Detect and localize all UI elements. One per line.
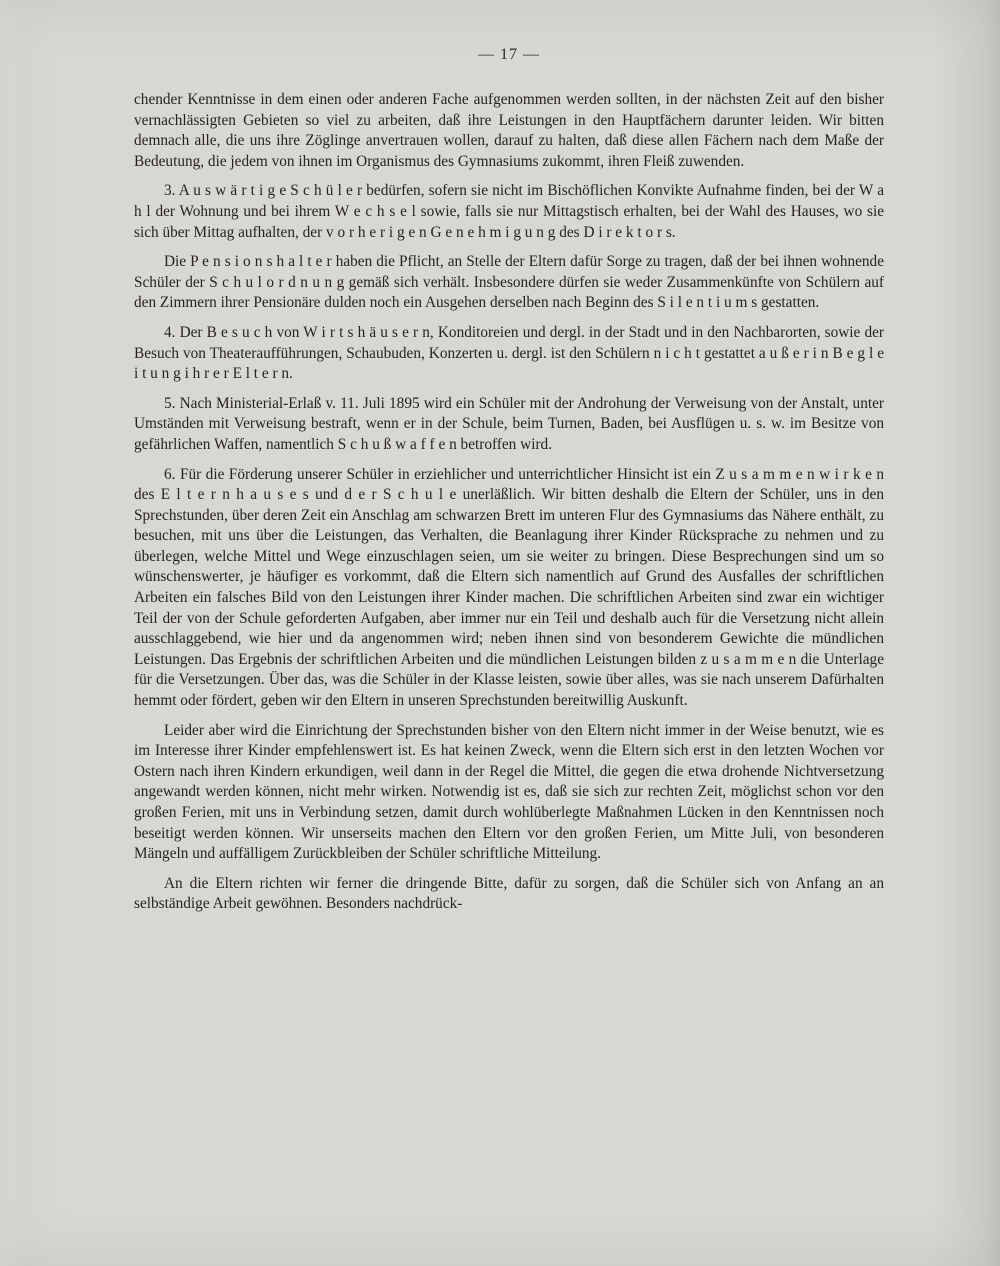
document-body — [134, 90, 884, 915]
paragraph-item-3: 3. A u s w ä r t i g e S c h ü l e r bedürfen, sofern sie nicht im Bischöflichen Konvikte Aufnahme finden, bei der W a h l der Wohnung und bei ihrem W e c h s e l sowie, falls sie nur Mittagstisch erhalten, bei der Wahl des Hauses, wo sie sich über Mittag aufhalten, der v o r h e r i g e n G e n e h m i g u n g des D i r e k t o r s. — [134, 182, 884, 241]
paragraph-continuation: chender Kenntnisse in dem einen oder anderen Fache aufgenommen werden sollten, in der nächsten Zeit auf den bisher vernachlässigten Gebieten so viel zu arbeiten, daß ihre Leistungen in den Hauptfächern darunter leiden. Wir bitten demnach alle, die uns ihre Zöglinge anvertrauen wollen, darauf zu halten, daß diese allen Fächern nach dem Maße der Bedeutung, die jedem von ihnen im Organismus des Gymnasiums zukommt, ihren Fleiß zuwenden. — [134, 91, 884, 170]
paragraph-item-5: 5. Nach Ministerial-Erlaß v. 11. Juli 1895 wird ein Schüler mit der Androhung der Verweisung von der Anstalt, unter Umständen mit Verweisung bestraft, wenn er in der Schule, beim Turnen, Baden, bei Ausflügen u. s. w. im Besitze von gefährlichen Waffen, namentlich S c h u ß w a f f e n betroffen wird. — [134, 394, 884, 453]
paragraph-pensionshalter: Die P e n s i o n s h a l t e r haben die Pflicht, an Stelle der Eltern dafür Sorge zu tragen, daß der bei ihnen wohnende Schüler der S c h u l o r d n u n g gemäß sich verhält. Insbesondere dürfen sie weder Zusammenkünfte von Schülern auf den Zimmern ihrer Pensionäre dulden noch ein Ausgehen derselben nach Beginn des S i l e n t i u m s gestatten. — [134, 253, 884, 312]
paragraph-item-6: 6. Für die Förderung unserer Schüler in erziehlicher und unterrichtlicher Hinsicht ist ein Z u s a m m e n w i r k e n des E l t e r n h a u s e s und d e r S c h u l e unerläßlich. Wir bitten deshalb die Eltern der Schüler, uns in den Sprechstunden, über deren Zeit ein Anschlag am schwarzen Brett im unteren Flur des Gymnasiums das Nähere enthält, zu besuchen, mit uns über die Leistungen, das Verhalten, die Beanlagung ihrer Kinder Rücksprache zu nehmen und zu überlegen, welche Mittel und Wege einzuschlagen seien, um sie weiter zu bringen. Diese Besprechungen sind um so wünschenswerter, je häufiger es vorkommt, daß die Eltern sich namentlich auf Grund des Ausfalles der schriftlichen Arbeiten ein falsches Bild von den Leistungen ihrer Kinder machen. Die schriftlichen Arbeiten sind zwar ein wichtiger Teil der von der Schule geforderten Aufgaben, aber immer nur ein Teil und deshalb auch für die Versetzung nicht allein ausschlaggebend, wie hier und da angenommen wird; neben ihnen sind von besonderem Gewichte die mündlichen Leistungen. Das Ergebnis der schriftlichen Arbeiten und die mündlichen Leistungen bilden z u s a m m e n die Unterlage für die Versetzungen. Über das, was die Schüler in der Klasse leisten, sowie über alles, was sie nach unserem Dafürhalten hemmt oder fördert, geben wir den Eltern in unseren Sprechstunden bereitwillig Auskunft. — [134, 465, 884, 710]
paragraph-sprechstunden: Leider aber wird die Einrichtung der Sprechstunden bisher von den Eltern nicht immer in der Weise benutzt, wie es im Interesse ihrer Kinder empfehlenswert ist. Es hat keinen Zweck, wenn die Eltern sich erst in den letzten Wochen vor Ostern nach ihren Kindern erkundigen, weil dann in der Regel die Mittel, die gegen die etwa drohende Nichtversetzung angewandt werden können, nicht mehr wirken. Notwendig ist es, daß sie sich zur rechten Zeit, möglichst schon vor den großen Ferien, mit uns in Verbindung setzen, damit durch wohlüberlegte Maßnahmen Lücken in den Kenntnissen noch beseitigt werden können. Wir unserseits machen den Eltern vor den großen Ferien, um Mitte Juli, von besonderen Mängeln und auffälligem Zurückbleiben der Schüler schriftliche Mitteilung. — [134, 721, 884, 863]
page-number: — 17 — — [478, 46, 540, 63]
paragraph-closing: An die Eltern richten wir ferner die dringende Bitte, dafür zu sorgen, daß die Schüler sich von Anfang an an selbständige Arbeit gewöhnen. Besonders nachdrück- — [134, 874, 884, 913]
paragraph-item-4: 4. Der B e s u c h von W i r t s h ä u s e r n, Konditoreien und dergl. in der Stadt und in den Nachbarorten, sowie der Besuch von Theateraufführungen, Schaubuden, Konzerten u. dergl. ist den Schülern n i c h t gestattet a u ß e r i n B e g l e i t u n g i h r e r E l t e r n. — [134, 323, 884, 383]
